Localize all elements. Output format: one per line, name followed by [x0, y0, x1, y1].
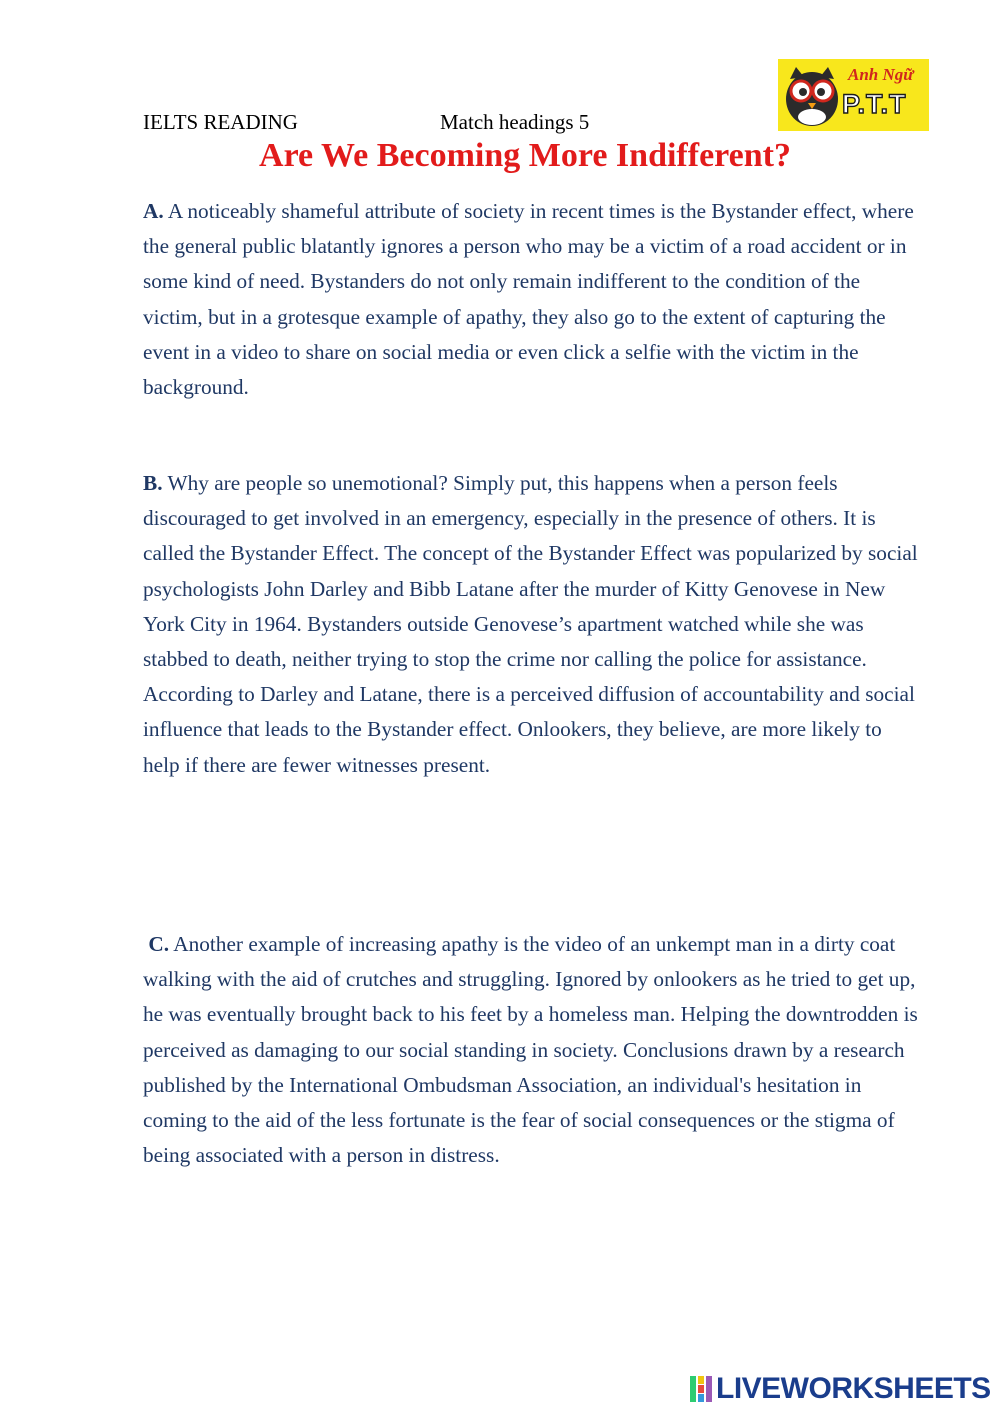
- paragraph-c: [143, 927, 923, 1173]
- paragraph-text: Why are people so unemotional? Simply put, this happens when a person feels discouraged to get involved in an emergency, especially in the presence of others. It is called the Bystander Effect. The concept of the Bystander Effect was popularized by social psychologists John Darley and Bibb Latane after the murder of Kitty Genovese in New York City in 1964. Bystanders outside Genovese’s apartment watched while she was stabbed to death, neither trying to stop the crime nor calling the police for assistance. According to Darley and Latane, there is a perceived diffusion of accountability and social influence that leads to the Bystander effect. Onlookers, they believe, are more likely to help if there are fewer witnesses present.: [143, 471, 918, 777]
- logo: [778, 59, 929, 131]
- page-title: Are We Becoming More Indifferent?: [259, 137, 791, 174]
- liveworksheets-brand: LIVEWORKSHEETS: [716, 1372, 991, 1405]
- logo-bottom-text: P.T.T: [842, 89, 907, 119]
- paragraph-text: A noticeably shameful attribute of society in recent times is the Bystander effect, where the general public blatantly ignores a person who may be a victim of a road accident or in some kind of need. Bystanders do not only remain indifferent to the condition of the victim, but in a grotesque example of apathy, they also go to the extent of capturing the event in a video to share on social media or even click a selfie with the victim in the background.: [143, 199, 914, 400]
- paragraph-a: [143, 194, 923, 405]
- owl-with-glasses-icon: [778, 59, 848, 131]
- header-exercise: Match headings 5: [440, 110, 590, 134]
- header-subject: IELTS READING: [143, 110, 298, 134]
- paragraph-letter: B.: [143, 471, 163, 495]
- logo-top-text: Anh Ngữ: [848, 65, 914, 84]
- liveworksheets-logo: [690, 1372, 991, 1406]
- paragraph-b: [143, 466, 923, 783]
- paragraph-letter: A.: [143, 199, 164, 223]
- paragraph-text: Another example of increasing apathy is the video of an unkempt man in a dirty coat walking with the aid of crutches and struggling. Ignored by onlookers as he tried to get up, he was eventually brought back to his feet by a homeless man. Helping the downtrodden is perceived as damaging to our social standing in society. Conclusions drawn by a research published by the International Ombudsman Association, an individual's hesitation in coming to the aid of the less fortunate is the fear of social consequences or the stigma of being associated with a person in distress.: [143, 932, 918, 1168]
- paragraph-letter: C.: [148, 932, 170, 956]
- liveworksheets-mark-icon: [690, 1376, 712, 1402]
